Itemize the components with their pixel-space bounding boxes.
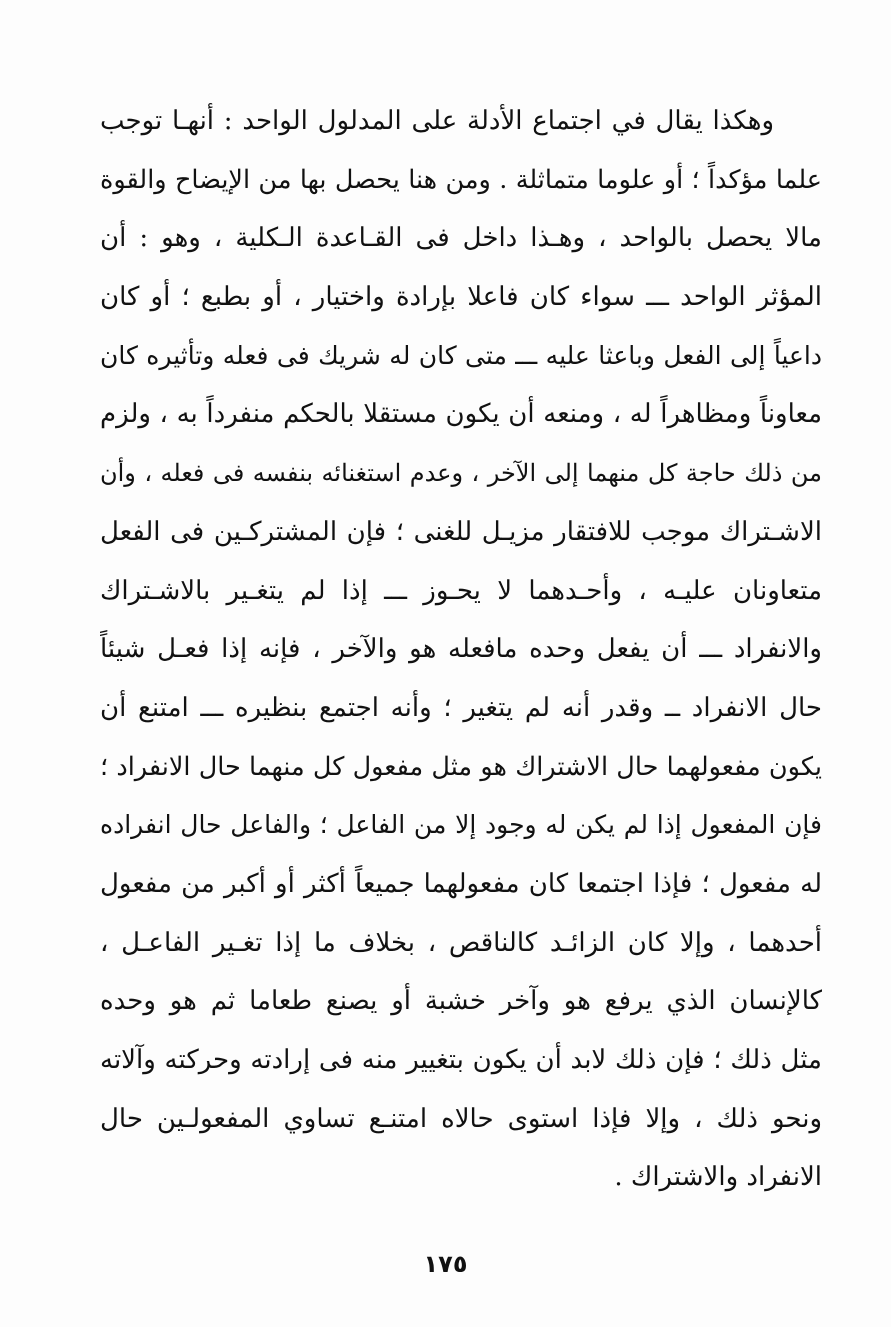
text-line-5: داعياً إلى الفعل وباعثا عليه ـــ متى كان له شريك فى فعله وتأثيره كان (100, 340, 822, 370)
text-line-8: الاشـتراك موجب للافتقار مزيـل للغنى ؛ فإن المشتركـين فى الفعل (100, 516, 822, 547)
text-line-19: الانفراد والاشتراك . (614, 1162, 822, 1193)
text-line-7: من ذلك حاجة كل منهما إلى الآخر ، وعدم استغنائه بنفسه فى فعله ، وأن (100, 459, 822, 488)
text-line-17: مثل ذلك ؛ فإن ذلك لابد أن يكون بتغيير منه فى إرادته وحركته وآلاته (100, 1045, 822, 1075)
page-number: ١٧٥ (423, 1250, 468, 1278)
text-line-11: حال الانفراد ــ وقدر أنه لم يتغير ؛ وأنه اجتمع بنظيره ـــ امتنع أن (100, 692, 822, 723)
text-line-1: وهكذا يقال في اجتماع الأدلة على المدلول الواحد : أنهـا توجب (100, 106, 774, 136)
text-line-13: فإن المفعول إذا لم يكن له وجود إلا من الفاعل ؛ والفاعل حال انفراده (100, 810, 822, 840)
text-line-18: ونحو ذلك ، وإلا فإذا استوى حالاه امتنـع تساوي المفعولـين حال (100, 1103, 822, 1134)
text-line-16: كالإنسان الذي يرفع هو وآخر خشبة أو يصنع طعاما ثم هو وحده (100, 986, 822, 1017)
text-line-12: يكون مفعولهما حال الاشتراك هو مثل مفعول كل منهما حال الانفراد ؛ (100, 751, 822, 782)
body-text (100, 92, 822, 1207)
text-line-4: المؤثر الواحد ـــ سواء كان فاعلا بإرادة واختيار ، أو بطبع ؛ أو كان (100, 282, 822, 313)
text-line-9: متعاونان عليـه ، وأحـدهما لا يحـوز ـــ إذا لم يتغـير بالاشـتراك (100, 575, 822, 606)
text-line-14: له مفعول ؛ فإذا اجتمعا كان مفعولهما جميعاً أكثر أو أكبر من مفعول (100, 868, 822, 899)
text-line-10: والانفراد ـــ أن يفعل وحده مافعله هو والآخر ، فإنه إذا فعـل شيئاً (100, 634, 822, 665)
text-line-3: مالا يحصل بالواحد ، وهـذا داخل فى القـاعدة الـكلية ، وهو : أن (100, 223, 822, 254)
text-line-6: معاوناً ومظاهراً له ، ومنعه أن يكون مستقلا بالحكم منفرداً به ، ولزم (100, 399, 822, 430)
text-line-2: علما مؤكداً ؛ أو علوما متماثلة . ومن هنا يحصل بها من الإيضاح والقوة (100, 164, 822, 195)
text-line-15: أحدهما ، وإلا كان الزائـد كالناقص ، بخلاف ما إذا تغـير الفاعـل ، (100, 927, 822, 958)
